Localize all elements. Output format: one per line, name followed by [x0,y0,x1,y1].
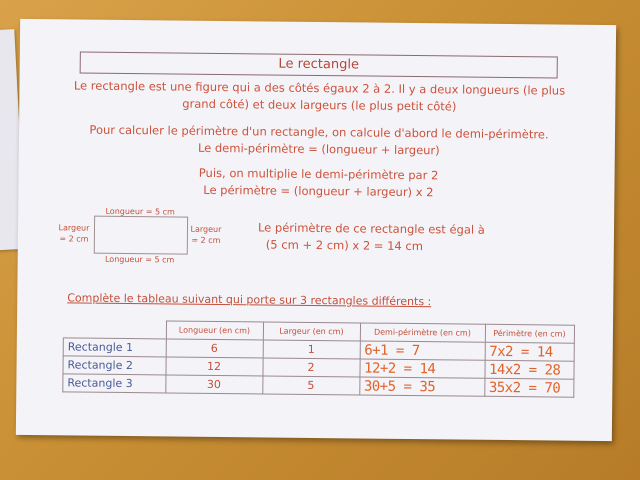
cell-perimetre[interactable]: 14x2 = 28 [484,360,573,379]
cell-demi-perimetre[interactable]: 12+2 = 14 [359,359,484,378]
half-perimeter-paragraph [59,121,579,160]
cell-largeur: 1 [263,340,360,359]
cell-perimetre[interactable]: 35x2 = 70 [484,378,573,397]
exercise-table [62,319,574,397]
cell-longueur: 12 [165,357,262,376]
figure-left-label-2: = 2 cm [59,234,89,244]
cell-longueur: 30 [165,375,262,394]
row-label: Rectangle 1 [63,338,166,357]
cell-perimetre[interactable]: 7x2 = 14 [485,342,574,361]
figure-right-label-1: Largeur [190,224,222,235]
perimeter-example [258,219,485,255]
figure-right-label [186,224,226,246]
worksheet [16,19,616,441]
row-label: Rectangle 3 [63,374,166,393]
row-label: Rectangle 2 [63,356,166,375]
figure-left-label-1: Largeur [58,223,90,233]
figure-top-label: Longueur = 5 cm [105,206,175,217]
header-demi-perimetre: Demi-périmètre (en cm) [360,323,485,342]
figure-left-label [54,222,94,244]
definition-paragraph: Le rectangle est une figure qui a des côtés égaux 2 à 2. Il y a deux longueurs (le plus grand côté) et deux largeurs (le plus petit côté) [73,78,566,114]
header-longueur: Longueur (en cm) [166,321,263,340]
half-perimeter-formula: Le demi-périmètre = (longueur + largeur) [197,140,440,158]
page-title: Le rectangle [80,52,558,79]
perimeter-example-line-1: Le périmètre de ce rectangle est égal à [257,220,485,237]
figure-right-label-2: = 2 cm [191,235,221,245]
cell-demi-perimetre[interactable]: 6+1 = 7 [360,341,485,360]
figure-bottom-label: Longueur = 5 cm [104,254,175,265]
multiply-paragraph [58,163,578,202]
cell-largeur: 2 [262,358,359,377]
perimeter-example-line-2: (5 cm + 2 cm) x 2 = 14 cm [265,237,424,254]
perimeter-formula: Le périmètre = (longueur + largeur) x 2 [203,182,434,200]
cell-largeur: 5 [262,376,359,395]
header-largeur: Largeur (en cm) [263,322,360,341]
rectangle-figure [94,216,188,255]
cell-longueur: 6 [166,339,263,358]
exercise-instruction: Complète le tableau suivant qui porte sur 3 rectangles différents : [67,291,432,309]
multiply-line-1: Puis, on multiplie le demi-périmètre par 2 [198,165,439,183]
cell-demi-perimetre[interactable]: 30+5 = 35 [359,377,484,396]
header-perimetre: Périmètre (en cm) [485,324,574,343]
half-perimeter-line-1: Pour calculer le périmètre d'un rectangle, on calcule d'abord le demi-périmètre. [89,122,549,142]
table-corner-cell [63,320,166,339]
